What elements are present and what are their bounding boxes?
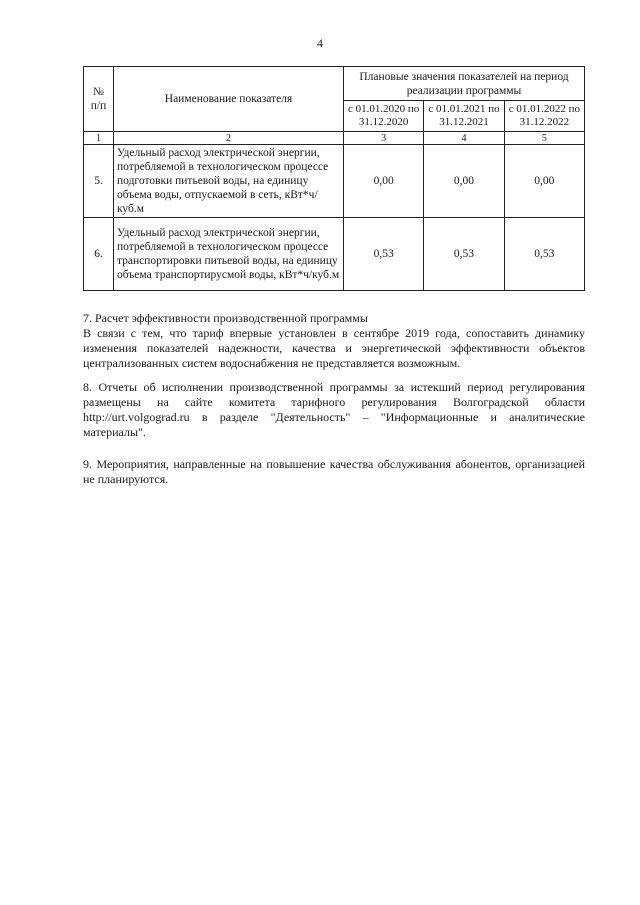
table-header-row [84,67,585,101]
value-2022: 0,00 [504,145,584,218]
table-row [84,218,585,291]
indicator-name: Удельный расход электрической энергии, потребляемой в технологическом процессе подготовки питьевой воды, на единицу объема воды, отпускаемой в сеть, кВт*ч/куб.м [114,145,344,218]
section-7-text: В связи с тем, что тариф впервые установлен в сентябре 2019 года, сопоставить динамику изменения показателей надежности, качества и энергетической эффективности объектов централизованных систем водоснабжения не представляется возможным. [83,326,585,370]
section-7-title: 7. Расчет эффективности производственной программы [83,311,368,325]
row-number: 6. [84,218,114,291]
table-row [84,145,585,218]
indicator-name: Удельный расход электрической энергии, потребляемой в технологическом процессе транспортировки питьевой воды, на единицу объема транспортирусмой воды, кВт*ч/куб.м [114,218,344,291]
value-2020: 0,53 [344,218,424,291]
value-2022: 0,53 [504,218,584,291]
column-index: 3 [344,132,424,145]
header-period-2022: с 01.01.2022 по 31.12.2022 [504,101,584,132]
page-number: 4 [317,36,323,50]
column-index: 5 [504,132,584,145]
column-index-row [84,132,585,145]
section-9-text: 9. Мероприятия, направленные на повышение качества обслуживания абонентов, организацией не планируются. [83,457,585,486]
value-2021: 0,00 [424,145,504,218]
column-index: 4 [424,132,504,145]
indicators-table [83,66,585,291]
row-number: 5. [84,145,114,218]
header-period-2021: с 01.01.2021 по 31.12.2021 [424,101,504,132]
section-7 [83,311,585,371]
column-index: 1 [84,132,114,145]
header-period-2020: с 01.01.2020 по 31.12.2020 [344,101,424,132]
header-number: № п/п [84,67,114,132]
header-planned-values: Плановые значения показателей на период реализации программы [344,67,585,101]
column-index: 2 [114,132,344,145]
value-2021: 0,53 [424,218,504,291]
header-indicator-name: Наименование показателя [114,67,344,132]
value-2020: 0,00 [344,145,424,218]
section-8-text: 8. Отчеты об исполнении производственной программы за истекший период регулирования размещены на сайте комитета тарифного регулирования Волгоградской области http://urt.volgograd.ru в разделе "Деятельность" – "Информационные и аналитические материалы". [83,380,585,439]
